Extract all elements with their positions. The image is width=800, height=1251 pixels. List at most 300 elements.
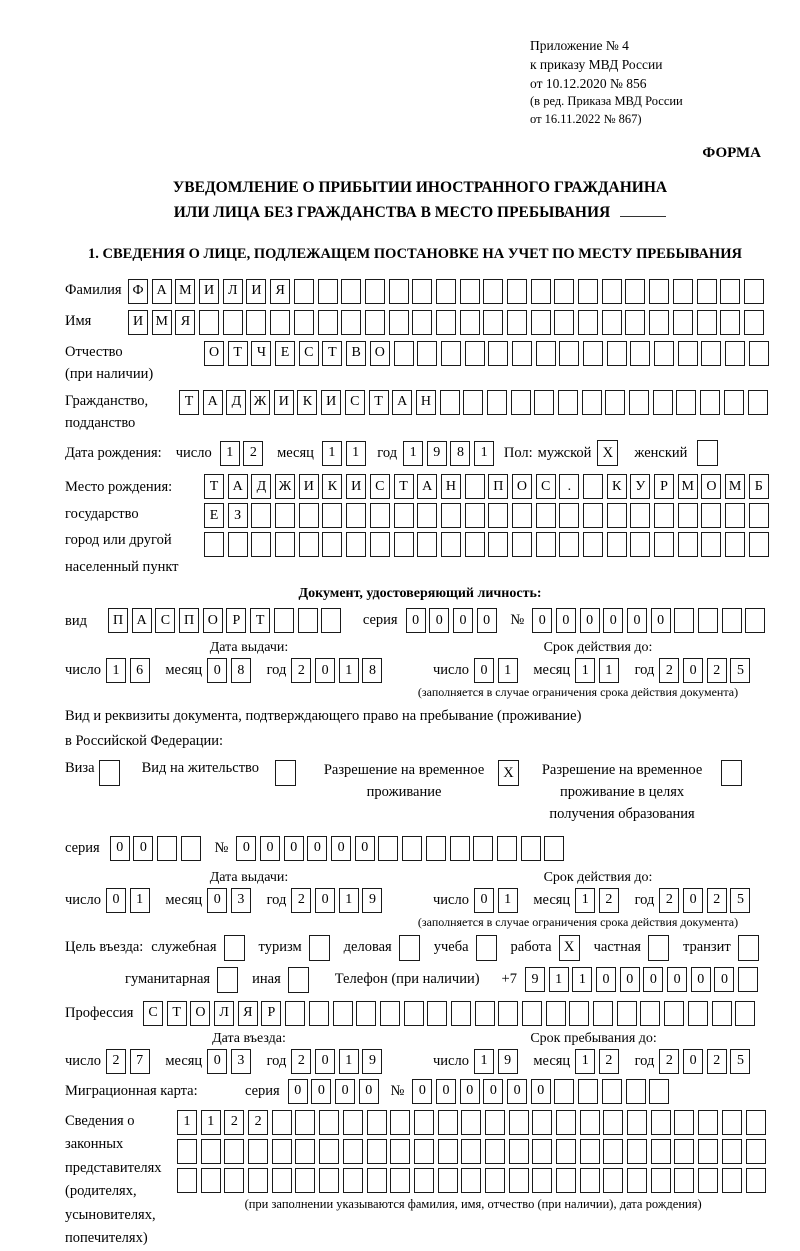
char-cell[interactable]: Т bbox=[322, 341, 342, 366]
char-cell[interactable]: 1 bbox=[346, 441, 366, 466]
char-cell[interactable]: 0 bbox=[507, 1079, 527, 1104]
char-cell[interactable]: 6 bbox=[130, 658, 150, 683]
char-cell[interactable]: 3 bbox=[231, 1049, 251, 1074]
char-cell[interactable]: Я bbox=[175, 310, 195, 335]
char-cell[interactable] bbox=[688, 1001, 708, 1026]
char-cell[interactable]: Я bbox=[270, 279, 290, 304]
char-cell[interactable] bbox=[465, 503, 485, 528]
char-cell[interactable] bbox=[294, 279, 314, 304]
char-cell[interactable] bbox=[367, 1139, 387, 1164]
char-cell[interactable] bbox=[318, 279, 338, 304]
char-cell[interactable] bbox=[532, 1139, 552, 1164]
char-cell[interactable] bbox=[390, 1139, 410, 1164]
char-cell[interactable]: 1 bbox=[474, 1049, 494, 1074]
char-cell[interactable]: Е bbox=[204, 503, 224, 528]
char-cell[interactable]: М bbox=[678, 474, 698, 499]
char-cell[interactable]: И bbox=[128, 310, 148, 335]
char-cell[interactable] bbox=[673, 279, 693, 304]
char-cell[interactable] bbox=[394, 341, 414, 366]
char-cell[interactable]: И bbox=[199, 279, 219, 304]
char-cell[interactable] bbox=[536, 341, 556, 366]
char-cell[interactable] bbox=[630, 532, 650, 557]
char-cell[interactable] bbox=[426, 836, 446, 861]
char-cell[interactable] bbox=[389, 310, 409, 335]
char-cell[interactable] bbox=[722, 1139, 742, 1164]
char-cell[interactable]: 1 bbox=[106, 658, 126, 683]
char-cell[interactable] bbox=[436, 310, 456, 335]
char-cell[interactable] bbox=[749, 503, 769, 528]
char-cell[interactable] bbox=[554, 1079, 574, 1104]
char-cell[interactable] bbox=[438, 1110, 458, 1135]
char-cell[interactable]: 0 bbox=[667, 967, 687, 992]
char-cell[interactable] bbox=[701, 341, 721, 366]
char-cell[interactable]: С bbox=[155, 608, 175, 633]
char-cell[interactable] bbox=[438, 1139, 458, 1164]
char-cell[interactable]: 0 bbox=[315, 658, 335, 683]
char-cell[interactable]: 0 bbox=[436, 1079, 456, 1104]
char-cell[interactable]: К bbox=[322, 474, 342, 499]
char-cell[interactable]: О bbox=[512, 474, 532, 499]
char-cell[interactable] bbox=[356, 1001, 376, 1026]
char-cell[interactable] bbox=[522, 1001, 542, 1026]
char-cell[interactable]: Т bbox=[250, 608, 270, 633]
char-cell[interactable] bbox=[488, 503, 508, 528]
char-cell[interactable] bbox=[578, 279, 598, 304]
char-cell[interactable] bbox=[295, 1168, 315, 1193]
char-cell[interactable]: К bbox=[607, 474, 627, 499]
char-cell[interactable] bbox=[440, 390, 460, 415]
char-cell[interactable]: 1 bbox=[177, 1110, 197, 1135]
char-cell[interactable] bbox=[558, 390, 578, 415]
char-cell[interactable] bbox=[498, 1001, 518, 1026]
char-cell[interactable] bbox=[272, 1168, 292, 1193]
char-cell[interactable]: 2 bbox=[659, 1049, 679, 1074]
char-cell[interactable]: 1 bbox=[572, 967, 592, 992]
char-cell[interactable]: 0 bbox=[474, 888, 494, 913]
char-cell[interactable] bbox=[246, 310, 266, 335]
char-cell[interactable]: М bbox=[152, 310, 172, 335]
char-cell[interactable] bbox=[724, 390, 744, 415]
char-cell[interactable] bbox=[465, 474, 485, 499]
char-cell[interactable] bbox=[738, 967, 758, 992]
char-cell[interactable] bbox=[630, 341, 650, 366]
char-cell[interactable] bbox=[378, 836, 398, 861]
char-cell[interactable] bbox=[450, 836, 470, 861]
char-cell[interactable] bbox=[509, 1110, 529, 1135]
char-cell[interactable] bbox=[602, 310, 622, 335]
char-cell[interactable]: 0 bbox=[207, 1049, 227, 1074]
char-cell[interactable] bbox=[700, 390, 720, 415]
char-cell[interactable]: С bbox=[536, 474, 556, 499]
char-cell[interactable]: Я bbox=[238, 1001, 258, 1026]
char-cell[interactable] bbox=[333, 1001, 353, 1026]
char-cell[interactable]: О bbox=[190, 1001, 210, 1026]
char-cell[interactable]: Ж bbox=[275, 474, 295, 499]
char-cell[interactable] bbox=[224, 1168, 244, 1193]
char-cell[interactable]: 2 bbox=[243, 441, 263, 466]
char-cell[interactable] bbox=[341, 310, 361, 335]
char-cell[interactable] bbox=[341, 279, 361, 304]
char-cell[interactable] bbox=[674, 1168, 694, 1193]
char-cell[interactable] bbox=[274, 608, 294, 633]
char-cell[interactable] bbox=[199, 310, 219, 335]
char-cell[interactable] bbox=[370, 503, 390, 528]
char-cell[interactable] bbox=[461, 1110, 481, 1135]
char-cell[interactable] bbox=[251, 532, 271, 557]
char-cell[interactable] bbox=[712, 1001, 732, 1026]
char-cell[interactable]: 5 bbox=[730, 1049, 750, 1074]
char-cell[interactable] bbox=[507, 310, 527, 335]
char-cell[interactable] bbox=[298, 608, 318, 633]
char-cell[interactable]: 1 bbox=[575, 1049, 595, 1074]
char-cell[interactable] bbox=[725, 532, 745, 557]
char-cell[interactable] bbox=[583, 503, 603, 528]
char-cell[interactable] bbox=[228, 532, 248, 557]
char-cell[interactable]: К bbox=[297, 390, 317, 415]
char-cell[interactable]: 0 bbox=[531, 1079, 551, 1104]
char-cell[interactable] bbox=[521, 836, 541, 861]
char-cell[interactable] bbox=[299, 503, 319, 528]
char-cell[interactable] bbox=[720, 279, 740, 304]
char-cell[interactable] bbox=[485, 1110, 505, 1135]
char-cell[interactable]: 5 bbox=[730, 658, 750, 683]
char-cell[interactable] bbox=[365, 310, 385, 335]
char-cell[interactable]: 2 bbox=[224, 1110, 244, 1135]
visa-checkbox[interactable] bbox=[99, 760, 120, 786]
char-cell[interactable]: 9 bbox=[525, 967, 545, 992]
char-cell[interactable] bbox=[607, 503, 627, 528]
char-cell[interactable]: 0 bbox=[477, 608, 497, 633]
char-cell[interactable]: 8 bbox=[231, 658, 251, 683]
char-cell[interactable]: Н bbox=[441, 474, 461, 499]
char-cell[interactable]: О bbox=[370, 341, 390, 366]
char-cell[interactable] bbox=[322, 503, 342, 528]
char-cell[interactable]: 0 bbox=[106, 888, 126, 913]
char-cell[interactable] bbox=[412, 279, 432, 304]
char-cell[interactable] bbox=[295, 1139, 315, 1164]
char-cell[interactable]: 1 bbox=[575, 658, 595, 683]
char-cell[interactable]: 0 bbox=[429, 608, 449, 633]
char-cell[interactable]: 0 bbox=[603, 608, 623, 633]
char-cell[interactable] bbox=[673, 310, 693, 335]
char-cell[interactable] bbox=[473, 836, 493, 861]
char-cell[interactable] bbox=[593, 1001, 613, 1026]
char-cell[interactable] bbox=[651, 1139, 671, 1164]
char-cell[interactable] bbox=[343, 1139, 363, 1164]
char-cell[interactable]: П bbox=[488, 474, 508, 499]
char-cell[interactable]: И bbox=[246, 279, 266, 304]
char-cell[interactable]: С bbox=[370, 474, 390, 499]
char-cell[interactable] bbox=[583, 341, 603, 366]
char-cell[interactable]: 0 bbox=[207, 888, 227, 913]
char-cell[interactable]: 1 bbox=[549, 967, 569, 992]
char-cell[interactable] bbox=[603, 1139, 623, 1164]
char-cell[interactable] bbox=[248, 1139, 268, 1164]
char-cell[interactable]: 1 bbox=[339, 888, 359, 913]
char-cell[interactable] bbox=[580, 1168, 600, 1193]
char-cell[interactable] bbox=[674, 1110, 694, 1135]
char-cell[interactable] bbox=[319, 1168, 339, 1193]
char-cell[interactable] bbox=[625, 279, 645, 304]
char-cell[interactable] bbox=[436, 279, 456, 304]
char-cell[interactable]: 1 bbox=[599, 658, 619, 683]
char-cell[interactable]: 0 bbox=[620, 967, 640, 992]
char-cell[interactable] bbox=[603, 1168, 623, 1193]
char-cell[interactable] bbox=[497, 836, 517, 861]
char-cell[interactable]: А bbox=[203, 390, 223, 415]
char-cell[interactable]: Н bbox=[416, 390, 436, 415]
char-cell[interactable] bbox=[438, 1168, 458, 1193]
char-cell[interactable] bbox=[697, 310, 717, 335]
char-cell[interactable] bbox=[617, 1001, 637, 1026]
char-cell[interactable]: 1 bbox=[130, 888, 150, 913]
char-cell[interactable] bbox=[223, 310, 243, 335]
char-cell[interactable]: 0 bbox=[355, 836, 375, 861]
char-cell[interactable] bbox=[625, 310, 645, 335]
temp-residence-checkbox[interactable]: X bbox=[498, 760, 519, 786]
char-cell[interactable] bbox=[251, 503, 271, 528]
char-cell[interactable]: 1 bbox=[339, 658, 359, 683]
char-cell[interactable]: 0 bbox=[474, 658, 494, 683]
char-cell[interactable]: А bbox=[392, 390, 412, 415]
char-cell[interactable] bbox=[559, 532, 579, 557]
char-cell[interactable]: 1 bbox=[201, 1110, 221, 1135]
char-cell[interactable] bbox=[580, 1110, 600, 1135]
char-cell[interactable] bbox=[394, 503, 414, 528]
char-cell[interactable] bbox=[554, 310, 574, 335]
char-cell[interactable] bbox=[390, 1110, 410, 1135]
char-cell[interactable] bbox=[651, 1110, 671, 1135]
char-cell[interactable] bbox=[744, 279, 764, 304]
char-cell[interactable] bbox=[582, 390, 602, 415]
char-cell[interactable]: С bbox=[345, 390, 365, 415]
char-cell[interactable]: И bbox=[321, 390, 341, 415]
char-cell[interactable]: Ф bbox=[128, 279, 148, 304]
char-cell[interactable]: Л bbox=[214, 1001, 234, 1026]
char-cell[interactable] bbox=[402, 836, 422, 861]
char-cell[interactable]: 0 bbox=[556, 608, 576, 633]
char-cell[interactable]: И bbox=[299, 474, 319, 499]
char-cell[interactable] bbox=[488, 341, 508, 366]
char-cell[interactable] bbox=[461, 1168, 481, 1193]
char-cell[interactable] bbox=[465, 532, 485, 557]
char-cell[interactable] bbox=[605, 390, 625, 415]
char-cell[interactable] bbox=[653, 390, 673, 415]
char-cell[interactable] bbox=[698, 608, 718, 633]
checkbox[interactable] bbox=[309, 935, 330, 961]
char-cell[interactable]: 1 bbox=[474, 441, 494, 466]
char-cell[interactable]: 0 bbox=[236, 836, 256, 861]
char-cell[interactable]: С bbox=[143, 1001, 163, 1026]
char-cell[interactable] bbox=[248, 1168, 268, 1193]
char-cell[interactable] bbox=[627, 1139, 647, 1164]
char-cell[interactable] bbox=[649, 1079, 669, 1104]
char-cell[interactable]: О bbox=[203, 608, 223, 633]
char-cell[interactable] bbox=[749, 341, 769, 366]
char-cell[interactable] bbox=[534, 390, 554, 415]
char-cell[interactable] bbox=[427, 1001, 447, 1026]
char-cell[interactable] bbox=[546, 1001, 566, 1026]
char-cell[interactable] bbox=[414, 1168, 434, 1193]
char-cell[interactable]: 2 bbox=[599, 888, 619, 913]
char-cell[interactable]: Б bbox=[749, 474, 769, 499]
char-cell[interactable]: 2 bbox=[707, 1049, 727, 1074]
char-cell[interactable] bbox=[554, 279, 574, 304]
char-cell[interactable]: 0 bbox=[683, 1049, 703, 1074]
char-cell[interactable]: 2 bbox=[291, 1049, 311, 1074]
char-cell[interactable] bbox=[321, 608, 341, 633]
char-cell[interactable] bbox=[417, 341, 437, 366]
char-cell[interactable] bbox=[630, 503, 650, 528]
char-cell[interactable]: 0 bbox=[331, 836, 351, 861]
char-cell[interactable]: 0 bbox=[691, 967, 711, 992]
char-cell[interactable] bbox=[204, 532, 224, 557]
char-cell[interactable] bbox=[380, 1001, 400, 1026]
char-cell[interactable] bbox=[394, 532, 414, 557]
char-cell[interactable] bbox=[744, 310, 764, 335]
char-cell[interactable] bbox=[294, 310, 314, 335]
char-cell[interactable] bbox=[322, 532, 342, 557]
char-cell[interactable] bbox=[701, 532, 721, 557]
char-cell[interactable]: 1 bbox=[339, 1049, 359, 1074]
char-cell[interactable] bbox=[536, 532, 556, 557]
char-cell[interactable]: 0 bbox=[110, 836, 130, 861]
char-cell[interactable] bbox=[651, 1168, 671, 1193]
char-cell[interactable] bbox=[483, 310, 503, 335]
char-cell[interactable] bbox=[511, 390, 531, 415]
char-cell[interactable] bbox=[507, 279, 527, 304]
char-cell[interactable] bbox=[556, 1168, 576, 1193]
char-cell[interactable]: С bbox=[299, 341, 319, 366]
char-cell[interactable] bbox=[295, 1110, 315, 1135]
char-cell[interactable] bbox=[745, 608, 765, 633]
char-cell[interactable] bbox=[157, 836, 177, 861]
char-cell[interactable]: Т bbox=[179, 390, 199, 415]
char-cell[interactable]: Т bbox=[394, 474, 414, 499]
char-cell[interactable]: А bbox=[132, 608, 152, 633]
char-cell[interactable] bbox=[583, 474, 603, 499]
char-cell[interactable]: 2 bbox=[248, 1110, 268, 1135]
temp-residence-edu-checkbox[interactable] bbox=[721, 760, 742, 786]
char-cell[interactable] bbox=[285, 1001, 305, 1026]
checkbox[interactable] bbox=[648, 935, 669, 961]
char-cell[interactable] bbox=[569, 1001, 589, 1026]
char-cell[interactable] bbox=[607, 532, 627, 557]
char-cell[interactable] bbox=[451, 1001, 471, 1026]
char-cell[interactable] bbox=[483, 279, 503, 304]
char-cell[interactable]: М bbox=[175, 279, 195, 304]
char-cell[interactable]: 2 bbox=[659, 658, 679, 683]
char-cell[interactable]: 0 bbox=[311, 1079, 331, 1104]
char-cell[interactable]: 0 bbox=[453, 608, 473, 633]
char-cell[interactable] bbox=[365, 279, 385, 304]
char-cell[interactable]: А bbox=[228, 474, 248, 499]
char-cell[interactable] bbox=[674, 1139, 694, 1164]
char-cell[interactable]: 0 bbox=[406, 608, 426, 633]
char-cell[interactable]: 2 bbox=[707, 888, 727, 913]
char-cell[interactable] bbox=[177, 1168, 197, 1193]
gender-female-checkbox[interactable] bbox=[697, 440, 718, 466]
char-cell[interactable] bbox=[556, 1110, 576, 1135]
char-cell[interactable]: В bbox=[346, 341, 366, 366]
char-cell[interactable] bbox=[414, 1110, 434, 1135]
char-cell[interactable]: Е bbox=[275, 341, 295, 366]
char-cell[interactable] bbox=[475, 1001, 495, 1026]
char-cell[interactable] bbox=[531, 310, 551, 335]
char-cell[interactable] bbox=[275, 503, 295, 528]
char-cell[interactable] bbox=[512, 341, 532, 366]
char-cell[interactable]: 0 bbox=[207, 658, 227, 683]
char-cell[interactable]: Ч bbox=[251, 341, 271, 366]
char-cell[interactable] bbox=[556, 1139, 576, 1164]
char-cell[interactable] bbox=[367, 1168, 387, 1193]
char-cell[interactable] bbox=[654, 532, 674, 557]
char-cell[interactable]: 0 bbox=[651, 608, 671, 633]
char-cell[interactable]: Д bbox=[226, 390, 246, 415]
char-cell[interactable]: 3 bbox=[231, 888, 251, 913]
char-cell[interactable] bbox=[722, 1110, 742, 1135]
char-cell[interactable]: 0 bbox=[683, 888, 703, 913]
residence-permit-checkbox[interactable] bbox=[275, 760, 296, 786]
char-cell[interactable]: Р bbox=[654, 474, 674, 499]
char-cell[interactable]: П bbox=[179, 608, 199, 633]
char-cell[interactable] bbox=[735, 1001, 755, 1026]
char-cell[interactable] bbox=[319, 1139, 339, 1164]
char-cell[interactable] bbox=[181, 836, 201, 861]
char-cell[interactable] bbox=[649, 279, 669, 304]
char-cell[interactable]: А bbox=[152, 279, 172, 304]
char-cell[interactable]: 2 bbox=[291, 658, 311, 683]
char-cell[interactable] bbox=[485, 1168, 505, 1193]
char-cell[interactable] bbox=[626, 1079, 646, 1104]
char-cell[interactable] bbox=[698, 1139, 718, 1164]
char-cell[interactable]: Т bbox=[228, 341, 248, 366]
char-cell[interactable]: 5 bbox=[730, 888, 750, 913]
char-cell[interactable] bbox=[270, 310, 290, 335]
char-cell[interactable] bbox=[367, 1110, 387, 1135]
char-cell[interactable] bbox=[224, 1139, 244, 1164]
char-cell[interactable] bbox=[390, 1168, 410, 1193]
char-cell[interactable]: 2 bbox=[707, 658, 727, 683]
char-cell[interactable]: 0 bbox=[307, 836, 327, 861]
char-cell[interactable] bbox=[698, 1110, 718, 1135]
char-cell[interactable]: 0 bbox=[596, 967, 616, 992]
char-cell[interactable]: 1 bbox=[498, 658, 518, 683]
char-cell[interactable]: Р bbox=[226, 608, 246, 633]
char-cell[interactable]: 2 bbox=[599, 1049, 619, 1074]
char-cell[interactable] bbox=[485, 1139, 505, 1164]
char-cell[interactable] bbox=[654, 503, 674, 528]
char-cell[interactable] bbox=[664, 1001, 684, 1026]
char-cell[interactable]: Т bbox=[167, 1001, 187, 1026]
char-cell[interactable]: 0 bbox=[683, 658, 703, 683]
char-cell[interactable]: И bbox=[274, 390, 294, 415]
char-cell[interactable] bbox=[722, 608, 742, 633]
char-cell[interactable]: 1 bbox=[403, 441, 423, 466]
char-cell[interactable] bbox=[319, 1110, 339, 1135]
char-cell[interactable] bbox=[602, 279, 622, 304]
char-cell[interactable] bbox=[441, 503, 461, 528]
char-cell[interactable] bbox=[674, 608, 694, 633]
char-cell[interactable] bbox=[640, 1001, 660, 1026]
char-cell[interactable] bbox=[488, 532, 508, 557]
char-cell[interactable] bbox=[512, 503, 532, 528]
char-cell[interactable] bbox=[201, 1139, 221, 1164]
char-cell[interactable] bbox=[412, 310, 432, 335]
checkbox[interactable] bbox=[288, 967, 309, 993]
char-cell[interactable] bbox=[343, 1168, 363, 1193]
char-cell[interactable] bbox=[272, 1139, 292, 1164]
